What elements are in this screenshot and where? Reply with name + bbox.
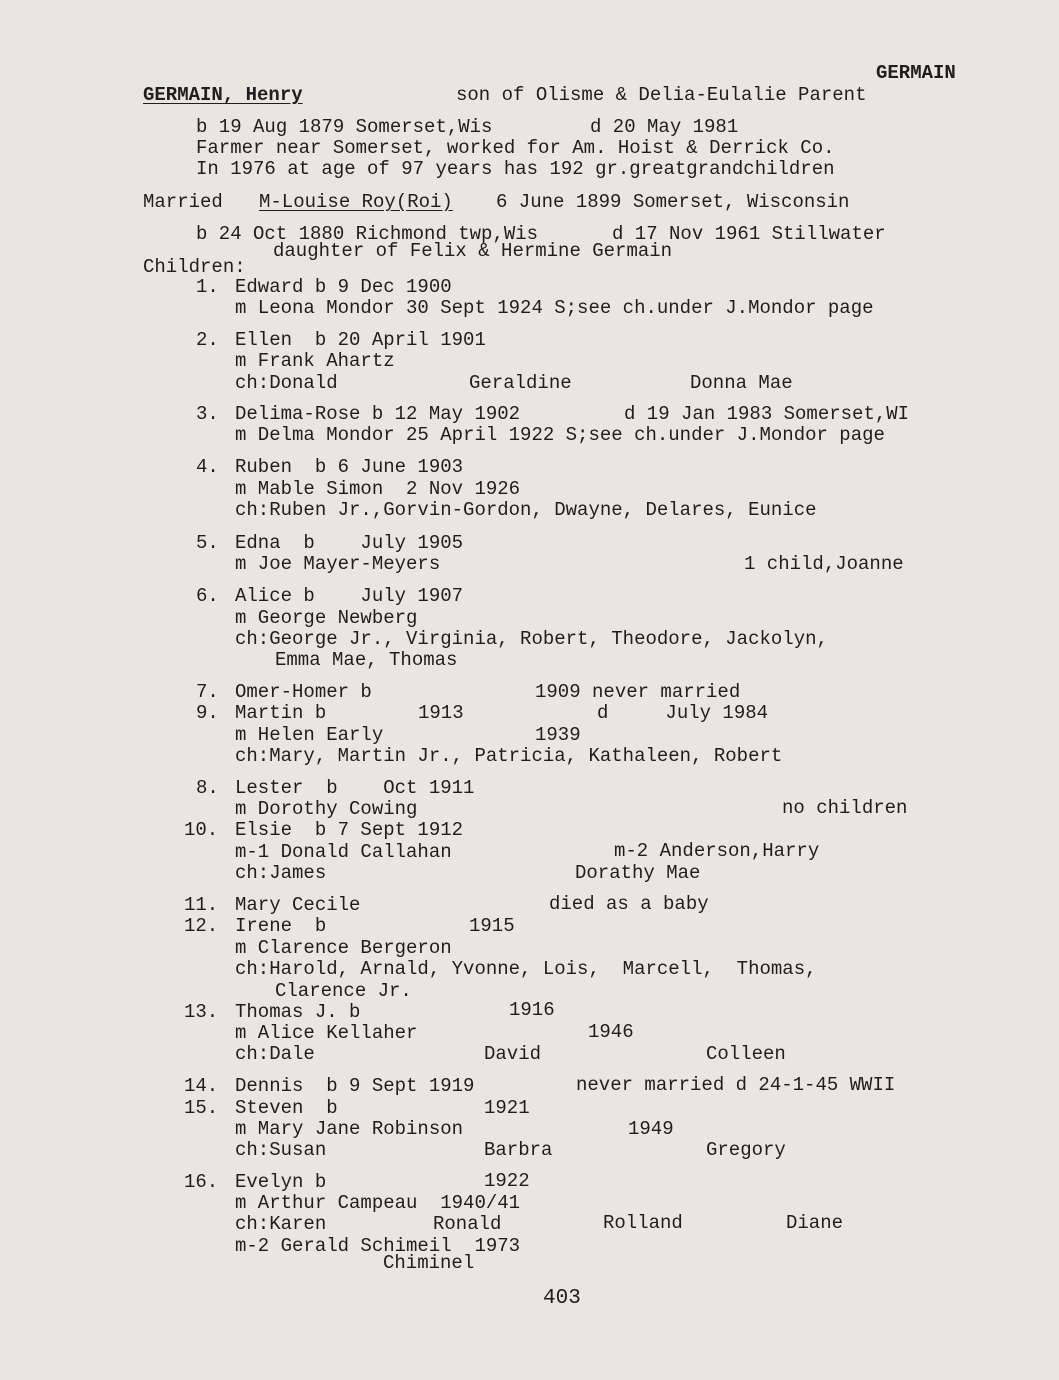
child-year: 1913 (418, 702, 464, 724)
child-marriage: m Arthur Campeau 1940/41 (235, 1192, 521, 1214)
child-number: 12. (184, 915, 219, 937)
child-number: 13. (184, 1001, 219, 1023)
child-year: 1915 (469, 915, 515, 937)
spouse-death: d 17 Nov 1961 Stillwater (612, 223, 886, 245)
child-name: Lester b Oct 1911 (235, 777, 475, 799)
child-name: Steven b (235, 1097, 338, 1119)
child-name: Ruben b 6 June 1903 (235, 456, 464, 478)
child-death: d 19 Jan 1983 Somerset,WI (624, 403, 910, 425)
married-label: Married (143, 191, 223, 213)
child-number: 6. (196, 585, 219, 607)
child-number: 3. (196, 403, 219, 425)
grandchild: Ronald (433, 1213, 502, 1235)
child-number: 5. (196, 532, 219, 554)
grandchild: Rolland (603, 1212, 683, 1234)
child-name: Edward b 9 Dec 1900 (235, 276, 452, 298)
child-note: died as a baby (549, 893, 709, 915)
grandchild: Diane (786, 1212, 844, 1234)
marriage-year: 1946 (588, 1021, 634, 1043)
child-marriage-2: m-2 Anderson,Harry (614, 840, 820, 862)
child-year: 1922 (484, 1170, 530, 1192)
child-note: 1 child,Joanne (744, 553, 904, 575)
child-number: 14. (184, 1075, 219, 1097)
child-note: never married d 24-1-45 WWII (576, 1074, 896, 1096)
marriage-year: 1949 (628, 1118, 674, 1140)
grandchild: Geraldine (469, 372, 572, 394)
grandchild: ch:James (235, 862, 327, 884)
grandchildren-cont: Emma Mae, Thomas (275, 649, 458, 671)
subject-note: In 1976 at age of 97 years has 192 gr.greatgrandchildren (196, 158, 835, 180)
child-marriage: m Frank Ahartz (235, 350, 395, 372)
child-marriage: m Mable Simon 2 Nov 1926 (235, 478, 521, 500)
child-name: Irene b (235, 915, 327, 937)
grandchild: Gregory (706, 1139, 786, 1161)
grandchild: Donna Mae (690, 372, 793, 394)
child-marriage: m George Newberg (235, 607, 418, 629)
grandchild: ch:Dale (235, 1043, 315, 1065)
child-name: Alice b July 1907 (235, 585, 464, 607)
child-year: 1921 (484, 1097, 530, 1119)
grandchildren: ch:George Jr., Virginia, Robert, Theodore, Jackolyn, (235, 628, 828, 650)
child-marriage: m Delma Mondor 25 April 1922 S;see ch.under J.Mondor page (235, 424, 885, 446)
child-number: 16. (184, 1171, 219, 1193)
name-variant: Chiminel (383, 1252, 475, 1274)
spouse-name: M-Louise Roy(Roi) (259, 191, 453, 213)
child-name: Martin b (235, 702, 327, 724)
grandchildren-cont: Clarence Jr. (275, 980, 412, 1002)
child-name: Evelyn b (235, 1171, 327, 1193)
grandchildren: ch:Harold, Arnald, Yvonne, Lois, Marcell, Thomas, (235, 958, 817, 980)
child-marriage: m Alice Kellaher (235, 1022, 418, 1044)
child-marriage: m Leona Mondor 30 Sept 1924 S;see ch.under J.Mondor page (235, 297, 874, 319)
grandchildren: ch:Mary, Martin Jr., Patricia, Kathaleen, Robert (235, 745, 783, 767)
grandchild: Dorathy Mae (575, 862, 701, 884)
grandchildren: ch:Ruben Jr.,Gorvin-Gordon, Dwayne, Delares, Eunice (235, 499, 817, 521)
grandchild: David (484, 1043, 542, 1065)
subject-name: GERMAIN, Henry (143, 84, 303, 106)
child-name: Elsie b 7 Sept 1912 (235, 819, 464, 841)
child-number: 2. (196, 329, 219, 351)
child-marriage: m-1 Donald Callahan (235, 841, 452, 863)
child-number: 8. (196, 777, 219, 799)
child-marriage: m Joe Mayer-Meyers (235, 553, 441, 575)
marriage-year: 1939 (535, 724, 581, 746)
child-name: Dennis b 9 Sept 1919 (235, 1075, 475, 1097)
child-note: no children (782, 797, 908, 819)
child-marriage: m Mary Jane Robinson (235, 1118, 464, 1140)
grandchild: Barbra (484, 1139, 553, 1161)
child-marriage-2: m-2 Gerald Schimeil 1973 (235, 1235, 521, 1257)
child-year: 1909 never married (535, 681, 741, 703)
child-name: Thomas J. b (235, 1001, 361, 1023)
spouse-parents: daughter of Felix & Hermine Germain (273, 240, 673, 262)
subject-occupation: Farmer near Somerset, worked for Am. Hoist & Derrick Co. (196, 137, 835, 159)
child-marriage: m Clarence Bergeron (235, 937, 452, 959)
child-number: 1. (196, 276, 219, 298)
subject-death: d 20 May 1981 (590, 116, 739, 138)
child-marriage: m Dorothy Cowing (235, 798, 418, 820)
grandchild: ch:Karen (235, 1213, 327, 1235)
subject-parents: son of Olisme & Delia-Eulalie Parent (456, 84, 867, 106)
child-name: Mary Cecile (235, 894, 361, 916)
spouse-birth: b 24 Oct 1880 Richmond twp,Wis (196, 223, 539, 245)
surname-heading: GERMAIN (876, 62, 956, 84)
child-name: Delima-Rose b 12 May 1902 (235, 403, 521, 425)
child-name: Omer-Homer b (235, 681, 372, 703)
child-number: 7. (196, 681, 219, 703)
child-number: 11. (184, 894, 219, 916)
page-number: 403 (543, 1287, 581, 1310)
child-number: 9. (196, 702, 219, 724)
child-name: Ellen b 20 April 1901 (235, 329, 486, 351)
marriage-date-place: 6 June 1899 Somerset, Wisconsin (496, 191, 850, 213)
child-marriage: m Helen Early (235, 724, 384, 746)
grandchild: ch:Donald (235, 372, 338, 394)
grandchild: Colleen (706, 1043, 786, 1065)
child-year: 1916 (509, 999, 555, 1021)
child-death: d July 1984 (597, 702, 769, 724)
grandchild: ch:Susan (235, 1139, 327, 1161)
subject-birth: b 19 Aug 1879 Somerset,Wis (196, 116, 493, 138)
child-name: Edna b July 1905 (235, 532, 464, 554)
child-number: 4. (196, 456, 219, 478)
child-number: 15. (184, 1097, 219, 1119)
children-label: Children: (143, 256, 246, 278)
child-number: 10. (184, 819, 219, 841)
